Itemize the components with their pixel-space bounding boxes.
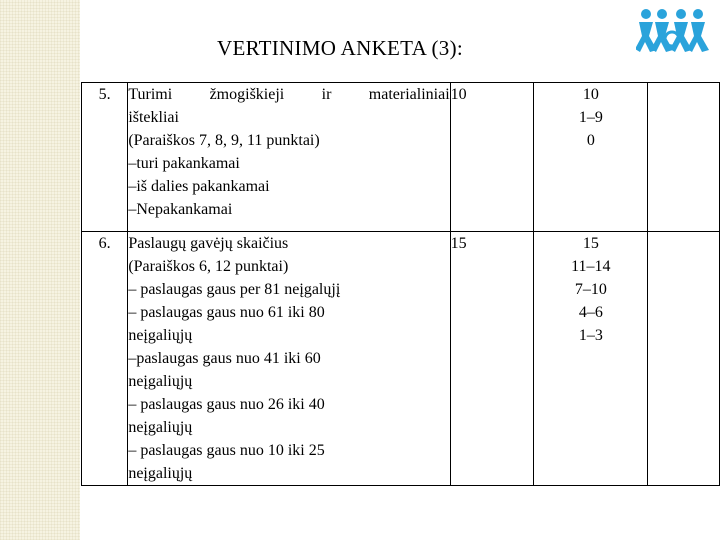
row-number: 5. <box>82 83 128 232</box>
criterion-line: (Paraiškos 6, 12 punktai) <box>128 258 289 275</box>
criterion-line: neįgaliųjų <box>128 327 193 344</box>
points-range-cell <box>534 232 648 486</box>
points-range: 1–3 <box>578 327 603 344</box>
points-range: 4–6 <box>578 304 603 321</box>
criterion-line: neįgaliųjų <box>128 419 193 436</box>
max-points: 10 <box>450 83 534 232</box>
criterion-line: –Nepakankamai <box>128 201 233 218</box>
empty-cell <box>648 83 720 232</box>
points-range: 0 <box>586 132 595 149</box>
empty-cell <box>648 232 720 486</box>
table-row <box>82 232 720 486</box>
points-range: 1–9 <box>578 109 603 126</box>
criterion-line: –iš dalies pakankamai <box>128 178 270 195</box>
criterion-line: neįgaliųjų <box>128 465 193 482</box>
evaluation-table <box>81 82 720 486</box>
criterion-heading: Paslaugų gavėjų skaičius <box>128 235 289 252</box>
criterion-line: –turi pakankamai <box>128 155 240 172</box>
people-group-logo-icon <box>636 6 710 54</box>
criterion-line: – paslaugas gaus per 81 neįgalųjį <box>128 281 341 298</box>
table-row <box>82 83 720 232</box>
criterion-line: –paslaugas gaus nuo 41 iki 60 <box>128 350 321 367</box>
max-points: 15 <box>450 232 534 486</box>
criterion-cell <box>128 83 450 232</box>
criterion-line: – paslaugas gaus nuo 61 iki 80 <box>128 304 325 321</box>
criterion-line: – paslaugas gaus nuo 10 iki 25 <box>128 442 325 459</box>
points-range: 10 <box>582 86 599 103</box>
criterion-line: neįgaliųjų <box>128 373 193 390</box>
points-range: 7–10 <box>574 281 607 298</box>
criterion-line: – paslaugas gaus nuo 26 iki 40 <box>128 396 325 413</box>
points-range: 15 <box>582 235 599 252</box>
criterion-heading: Turimi žmogiškieji ir materialiniai <box>128 86 450 103</box>
criterion-cell <box>128 232 450 486</box>
criterion-line: (Paraiškos 7, 8, 9, 11 punktai) <box>128 132 320 149</box>
points-range: 11–14 <box>571 258 611 275</box>
criterion-line: ištekliai <box>128 109 179 126</box>
decorative-side-strip <box>0 0 80 540</box>
points-range-cell <box>534 83 648 232</box>
page-title: VERTINIMO ANKETA (3): <box>217 36 463 60</box>
row-number: 6. <box>82 232 128 486</box>
